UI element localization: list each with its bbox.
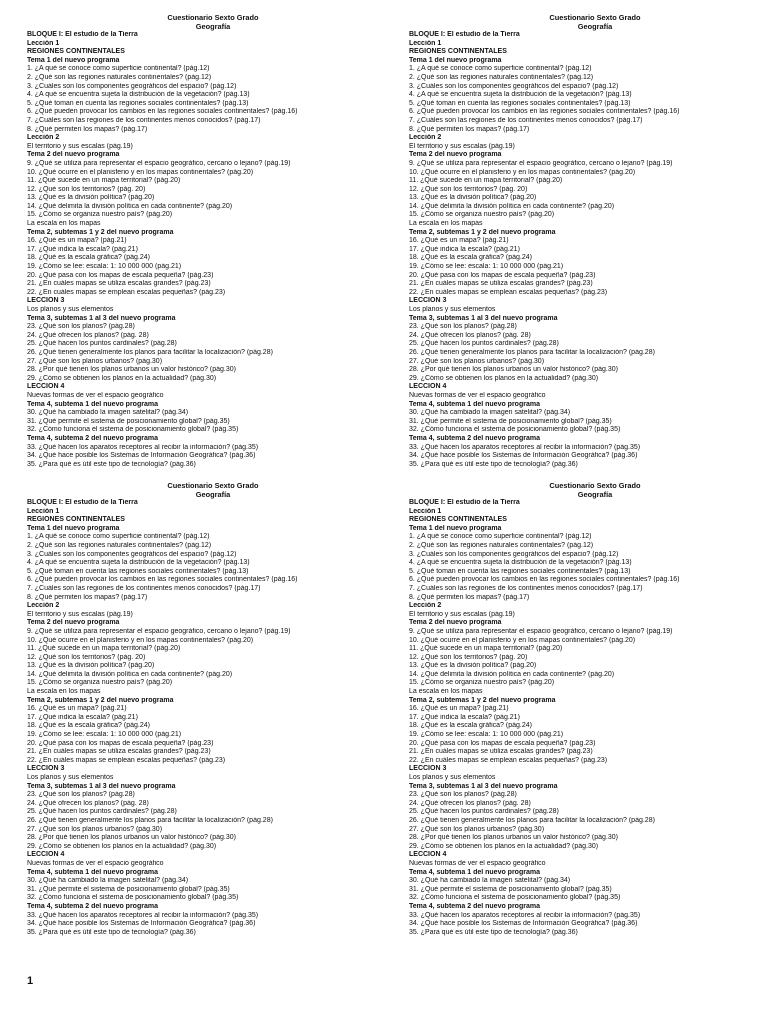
question-line: 15. ¿Cómo se organiza nuestro país? (pág.20)	[409, 211, 555, 219]
question-line: 19. ¿Cómo se lee: escala: 1: 10 000 000 (pág.21)	[27, 731, 182, 739]
question-line: 20. ¿Qué pasa con los mapas de escala pequeña? (pág.23)	[27, 739, 214, 747]
question-line: 35. ¿Para qué es útil este tipo de tecnología? (pág.36)	[409, 460, 578, 468]
question-line: 12. ¿Qué son los territorios? (pág. 20)	[27, 185, 146, 193]
section-heading: Lección 2	[409, 602, 442, 610]
question-line: 17. ¿Qué indica la escala? (pág.21)	[409, 245, 520, 253]
question-line: 6. ¿Qué pueden provocar los cambios en las regiones sociales continentales? (pág.16)	[27, 576, 298, 584]
question-line: 16. ¿Qué es un mapa? (pág.21)	[409, 705, 509, 713]
section-heading: Tema 1 del nuevo programa	[409, 56, 502, 64]
question-line: 2. ¿Qué son las regiones naturales continentales? (pág.12)	[409, 73, 594, 81]
question-line: 19. ¿Cómo se lee: escala: 1: 10 000 000 (pág.21)	[409, 731, 564, 739]
page-number: 1	[27, 975, 34, 987]
question-line: 8. ¿Qué permiten los mapas? (pág.17)	[409, 125, 530, 133]
question-line: 16. ¿Qué es un mapa? (pág.21)	[27, 237, 127, 245]
question-line: El territorio y sus escalas (pág.19)	[27, 610, 133, 618]
questionnaire-subject: Geografía	[577, 22, 613, 31]
question-line: 9. ¿Qué se utiliza para representar el espacio geográfico, cercano o lejano? (pág.19)	[409, 159, 673, 167]
question-line: 33. ¿Qué hacen los aparatos receptores al recibir la información? (pág.35)	[409, 911, 641, 919]
questionnaire-title: Cuestionario Sexto Grado	[167, 481, 259, 490]
question-line: 35. ¿Para qué es útil este tipo de tecnología? (pág.36)	[27, 928, 196, 936]
section-heading: Tema 3, subtemas 1 al 3 del nuevo programa	[27, 314, 176, 322]
section-heading: Tema 4, subtema 1 del nuevo programa	[409, 868, 540, 876]
question-line: 24. ¿Qué ofrecen los planos? (pág. 28)	[27, 331, 149, 339]
section-heading: Tema 4, subtema 2 del nuevo programa	[27, 902, 158, 910]
question-line: 5. ¿Qué toman en cuenta las regiones sociales continentales? (pág.13)	[409, 567, 631, 575]
section-heading: LECCIÓN 4	[409, 851, 447, 859]
section-heading: Tema 2 del nuevo programa	[27, 151, 120, 159]
question-line: 27. ¿Qué son los planos urbanos? (pág.30)	[27, 825, 163, 833]
questionnaire-body	[27, 499, 399, 937]
question-line: La escala en los mapas	[409, 688, 483, 696]
question-line: 33. ¿Qué hacen los aparatos receptores al recibir la información? (pág.35)	[409, 443, 641, 451]
question-line: 24. ¿Qué ofrecen los planos? (pág. 28)	[409, 331, 531, 339]
questionnaire-subject: Geografía	[577, 490, 613, 499]
question-line: 22. ¿En cuáles mapas se emplean escalas pequeñas? (pág.23)	[27, 756, 226, 764]
question-line: 4. ¿A qué se encuentra sujeta la distribución de la vegetación? (pág.13)	[27, 91, 250, 99]
question-line: 33. ¿Qué hacen los aparatos receptores al recibir la información? (pág.35)	[27, 443, 259, 451]
question-line: 20. ¿Qué pasa con los mapas de escala pequeña? (pág.23)	[27, 271, 214, 279]
section-heading: Tema 4, subtema 2 del nuevo programa	[27, 434, 158, 442]
question-line: 14. ¿Qué delimita la división política en cada continente? (pág.20)	[409, 202, 615, 210]
section-heading: REGIONES CONTINENTALES	[409, 48, 507, 56]
question-line: 22. ¿En cuáles mapas se emplean escalas pequeñas? (pág.23)	[409, 288, 608, 296]
section-heading: Tema 4, subtema 1 del nuevo programa	[409, 400, 540, 408]
question-line: 29. ¿Cómo se obtienen los planos en la actualidad? (pág.30)	[409, 374, 599, 382]
section-heading: Lección 2	[27, 602, 60, 610]
question-line: 34. ¿Qué hace posible los Sistemas de Información Geográfica? (pág.36)	[409, 920, 638, 928]
question-line: 11. ¿Qué sucede en un mapa territorial? (pág.20)	[409, 177, 563, 185]
question-line: El territorio y sus escalas (pág.19)	[409, 142, 515, 150]
questionnaire-title: Cuestionario Sexto Grado	[167, 13, 259, 22]
question-line: 27. ¿Qué son los planos urbanos? (pág.30)	[409, 825, 545, 833]
question-line: Nuevas formas de ver el espacio geográfico	[409, 859, 546, 867]
question-line: 25. ¿Qué hacen los puntos cardinales? (pág.28)	[27, 808, 177, 816]
question-line: 11. ¿Qué sucede en un mapa territorial? (pág.20)	[27, 177, 181, 185]
question-line: 34. ¿Qué hace posible los Sistemas de Información Geográfica? (pág.36)	[27, 452, 256, 460]
question-line: 25. ¿Qué hacen los puntos cardinales? (pág.28)	[409, 340, 559, 348]
question-line: 29. ¿Cómo se obtienen los planos en la actualidad? (pág.30)	[27, 842, 217, 850]
section-heading: LECCIÓN 3	[27, 297, 65, 305]
section-heading: LECCIÓN 3	[409, 297, 447, 305]
questionnaire-body	[409, 499, 768, 937]
section-heading: Tema 2, subtemas 1 y 2 del nuevo programa	[27, 696, 174, 704]
question-line: El territorio y sus escalas (pág.19)	[27, 142, 133, 150]
question-line: 3. ¿Cuáles son los componentes geográficos del espacio? (pág.12)	[27, 82, 237, 90]
question-line: 19. ¿Cómo se lee: escala: 1: 10 000 000 (pág.21)	[409, 263, 564, 271]
question-line: 3. ¿Cuáles son los componentes geográficos del espacio? (pág.12)	[27, 550, 237, 558]
question-line: 27. ¿Qué son los planos urbanos? (pág.30)	[409, 357, 545, 365]
section-heading: LECCIÓN 3	[27, 765, 65, 773]
question-line: 14. ¿Qué delimita la división política en cada continente? (pág.20)	[27, 202, 233, 210]
question-line: 23. ¿Qué son los planos? (pág.28)	[409, 791, 517, 799]
question-line: 6. ¿Qué pueden provocar los cambios en las regiones sociales continentales? (pág.16)	[27, 108, 298, 116]
question-line: 9. ¿Qué se utiliza para representar el espacio geográfico, cercano o lejano? (pág.19)	[27, 627, 291, 635]
question-line: 10. ¿Qué ocurre en el planisferio y en los mapas continentales? (pág.20)	[27, 636, 254, 644]
question-line: Nuevas formas de ver el espacio geográfico	[27, 859, 164, 867]
section-heading: Tema 1 del nuevo programa	[27, 56, 120, 64]
section-heading: Tema 4, subtema 1 del nuevo programa	[27, 400, 158, 408]
question-line: 7. ¿Cuáles son las regiones de los continentes menos conocidos? (pág.17)	[409, 584, 643, 592]
section-heading: Lección 1	[409, 507, 442, 515]
question-line: 11. ¿Qué sucede en un mapa territorial? (pág.20)	[27, 645, 181, 653]
questionnaire-title: Cuestionario Sexto Grado	[549, 481, 641, 490]
question-line: 31. ¿Qué permite el sistema de posicionamiento global? (pág.35)	[27, 885, 230, 893]
question-line: 3. ¿Cuáles son los componentes geográficos del espacio? (pág.12)	[409, 82, 619, 90]
section-heading: Tema 2, subtemas 1 y 2 del nuevo programa	[409, 228, 556, 236]
section-heading: Lección 2	[409, 134, 442, 142]
question-line: 8. ¿Qué permiten los mapas? (pág.17)	[27, 593, 148, 601]
question-line: 21. ¿En cuáles mapas se utiliza escalas grandes? (pág.23)	[27, 748, 211, 756]
section-heading: Tema 2 del nuevo programa	[409, 619, 502, 627]
question-line: 5. ¿Qué toman en cuenta las regiones sociales continentales? (pág.13)	[27, 567, 249, 575]
question-line: 15. ¿Cómo se organiza nuestro país? (pág.20)	[27, 211, 173, 219]
question-line: 14. ¿Qué delimita la división política en cada continente? (pág.20)	[27, 670, 233, 678]
question-line: 7. ¿Cuáles son las regiones de los continentes menos conocidos? (pág.17)	[409, 116, 643, 124]
question-line: Los planos y sus elementos	[27, 774, 114, 781]
question-line: 12. ¿Qué son los territorios? (pág. 20)	[27, 653, 146, 661]
section-heading: Lección 1	[27, 39, 60, 47]
question-line: 26. ¿Qué tienen generalmente los planos para facilitar la localización? (pág.28)	[27, 348, 273, 356]
questionnaire-copy-bottom-left	[27, 481, 399, 937]
questionnaire-subject: Geografía	[195, 22, 231, 31]
question-line: 8. ¿Qué permiten los mapas? (pág.17)	[27, 125, 148, 133]
question-line: 23. ¿Qué son los planos? (pág.28)	[27, 791, 135, 799]
question-line: 16. ¿Qué es un mapa? (pág.21)	[27, 705, 127, 713]
question-line: 15. ¿Cómo se organiza nuestro país? (pág.20)	[27, 679, 173, 687]
question-line: 4. ¿A qué se encuentra sujeta la distribución de la vegetación? (pág.13)	[27, 559, 250, 567]
question-line: 13. ¿Qué es la división política? (pág.20)	[27, 194, 155, 202]
question-line: 20. ¿Qué pasa con los mapas de escala pequeña? (pág.23)	[409, 271, 596, 279]
section-heading: Tema 3, subtemas 1 al 3 del nuevo programa	[409, 314, 558, 322]
section-heading: REGIONES CONTINENTALES	[27, 48, 125, 56]
question-line: 30. ¿Qué ha cambiado la imagen satelital? (pág.34)	[409, 409, 571, 417]
question-line: 19. ¿Cómo se lee: escala: 1: 10 000 000 (pág.21)	[27, 263, 182, 271]
question-line: 18. ¿Qué es la escala gráfica? (pág.24)	[409, 722, 532, 730]
question-line: 28. ¿Por qué tienen los planos urbanos un valor histórico? (pág.30)	[409, 834, 618, 842]
question-line: 20. ¿Qué pasa con los mapas de escala pequeña? (pág.23)	[409, 739, 596, 747]
question-line: 9. ¿Qué se utiliza para representar el espacio geográfico, cercano o lejano? (pág.19)	[27, 159, 291, 167]
section-heading: LECCIÓN 4	[27, 383, 65, 391]
question-line: 6. ¿Qué pueden provocar los cambios en las regiones sociales continentales? (pág.16)	[409, 108, 680, 116]
question-line: Los planos y sus elementos	[409, 306, 496, 313]
question-line: 16. ¿Qué es un mapa? (pág.21)	[409, 237, 509, 245]
question-line: 27. ¿Qué son los planos urbanos? (pág.30)	[27, 357, 163, 365]
questionnaire-title: Cuestionario Sexto Grado	[549, 13, 641, 22]
section-heading: Tema 3, subtemas 1 al 3 del nuevo programa	[27, 782, 176, 790]
question-line: 35. ¿Para qué es útil este tipo de tecnología? (pág.36)	[27, 460, 196, 468]
questionnaire-body	[27, 31, 399, 469]
question-line: 17. ¿Qué indica la escala? (pág.21)	[409, 713, 520, 721]
question-line: La escala en los mapas	[27, 688, 101, 696]
question-line: 31. ¿Qué permite el sistema de posicionamiento global? (pág.35)	[409, 885, 612, 893]
question-line: 29. ¿Cómo se obtienen los planos en la actualidad? (pág.30)	[27, 374, 217, 382]
section-heading: BLOQUE I: El estudio de la Tierra	[409, 499, 520, 506]
question-line: 33. ¿Qué hacen los aparatos receptores al recibir la información? (pág.35)	[27, 911, 259, 919]
question-line: 10. ¿Qué ocurre en el planisferio y en los mapas continentales? (pág.20)	[409, 636, 636, 644]
section-heading: Tema 4, subtema 2 del nuevo programa	[409, 434, 540, 442]
question-line: 18. ¿Qué es la escala gráfica? (pág.24)	[409, 254, 532, 262]
question-line: 2. ¿Qué son las regiones naturales continentales? (pág.12)	[27, 541, 212, 549]
question-line: 13. ¿Qué es la división política? (pág.20)	[409, 194, 537, 202]
question-line: La escala en los mapas	[27, 220, 101, 228]
question-line: 35. ¿Para qué es útil este tipo de tecnología? (pág.36)	[409, 928, 578, 936]
question-line: 1. ¿A qué se conoce como superficie continental? (pág.12)	[27, 533, 210, 541]
section-heading: LECCIÓN 3	[409, 765, 447, 773]
question-line: 4. ¿A qué se encuentra sujeta la distribución de la vegetación? (pág.13)	[409, 91, 632, 99]
question-line: 30. ¿Qué ha cambiado la imagen satelital? (pág.34)	[27, 877, 189, 885]
question-line: 18. ¿Qué es la escala gráfica? (pág.24)	[27, 254, 150, 262]
question-line: 17. ¿Qué indica la escala? (pág.21)	[27, 245, 138, 253]
section-heading: Tema 1 del nuevo programa	[27, 524, 120, 532]
question-line: 30. ¿Qué ha cambiado la imagen satelital? (pág.34)	[27, 409, 189, 417]
section-heading: Lección 2	[27, 134, 60, 142]
question-line: 34. ¿Qué hace posible los Sistemas de Información Geográfica? (pág.36)	[409, 452, 638, 460]
question-line: 21. ¿En cuáles mapas se utiliza escalas grandes? (pág.23)	[409, 748, 593, 756]
question-line: 28. ¿Por qué tienen los planos urbanos un valor histórico? (pág.30)	[409, 366, 618, 374]
section-heading: BLOQUE I: El estudio de la Tierra	[27, 31, 138, 38]
question-line: 28. ¿Por qué tienen los planos urbanos un valor histórico? (pág.30)	[27, 834, 236, 842]
question-line: 32. ¿Cómo funciona el sistema de posicionamiento global? (pág.35)	[27, 426, 239, 434]
question-line: 28. ¿Por qué tienen los planos urbanos un valor histórico? (pág.30)	[27, 366, 236, 374]
question-line: 29. ¿Cómo se obtienen los planos en la actualidad? (pág.30)	[409, 842, 599, 850]
section-heading: Lección 1	[27, 507, 60, 515]
question-line: 25. ¿Qué hacen los puntos cardinales? (pág.28)	[409, 808, 559, 816]
question-line: 26. ¿Qué tienen generalmente los planos para facilitar la localización? (pág.28)	[27, 816, 273, 824]
question-line: 34. ¿Qué hace posible los Sistemas de Información Geográfica? (pág.36)	[27, 920, 256, 928]
question-line: 1. ¿A qué se conoce como superficie continental? (pág.12)	[409, 65, 592, 73]
section-heading: Tema 2 del nuevo programa	[27, 619, 120, 627]
question-line: 13. ¿Qué es la división política? (pág.20)	[409, 662, 537, 670]
questionnaire-copy-top-left	[27, 13, 399, 469]
question-line: 1. ¿A qué se conoce como superficie continental? (pág.12)	[27, 65, 210, 73]
question-line: Nuevas formas de ver el espacio geográfico	[27, 391, 164, 399]
question-line: 11. ¿Qué sucede en un mapa territorial? (pág.20)	[409, 645, 563, 653]
question-line: 10. ¿Qué ocurre en el planisferio y en los mapas continentales? (pág.20)	[409, 168, 636, 176]
question-line: 7. ¿Cuáles son las regiones de los continentes menos conocidos? (pág.17)	[27, 584, 261, 592]
question-line: 2. ¿Qué son las regiones naturales continentales? (pág.12)	[27, 73, 212, 81]
question-line: 14. ¿Qué delimita la división política en cada continente? (pág.20)	[409, 670, 615, 678]
question-line: 1. ¿A qué se conoce como superficie continental? (pág.12)	[409, 533, 592, 541]
question-line: 31. ¿Qué permite el sistema de posicionamiento global? (pág.35)	[27, 417, 230, 425]
question-line: 3. ¿Cuáles son los componentes geográficos del espacio? (pág.12)	[409, 550, 619, 558]
section-heading: Tema 2, subtemas 1 y 2 del nuevo programa	[27, 228, 174, 236]
section-heading: Tema 2, subtemas 1 y 2 del nuevo programa	[409, 696, 556, 704]
questionnaire-subject: Geografía	[195, 490, 231, 499]
question-line: 7. ¿Cuáles son las regiones de los continentes menos conocidos? (pág.17)	[27, 116, 261, 124]
section-heading: Tema 3, subtemas 1 al 3 del nuevo programa	[409, 782, 558, 790]
question-line: 12. ¿Qué son los territorios? (pág. 20)	[409, 653, 528, 661]
question-line: 23. ¿Qué son los planos? (pág.28)	[409, 323, 517, 331]
section-heading: Tema 1 del nuevo programa	[409, 524, 502, 532]
question-line: 32. ¿Cómo funciona el sistema de posicionamiento global? (pág.35)	[409, 894, 621, 902]
question-line: 32. ¿Cómo funciona el sistema de posicionamiento global? (pág.35)	[409, 426, 621, 434]
question-line: 8. ¿Qué permiten los mapas? (pág.17)	[409, 593, 530, 601]
question-line: La escala en los mapas	[409, 220, 483, 228]
question-line: 5. ¿Qué toman en cuenta las regiones sociales continentales? (pág.13)	[409, 99, 631, 107]
question-line: 18. ¿Qué es la escala gráfica? (pág.24)	[27, 722, 150, 730]
question-line: 21. ¿En cuáles mapas se utiliza escalas grandes? (pág.23)	[27, 280, 211, 288]
question-line: 23. ¿Qué son los planos? (pág.28)	[27, 323, 135, 331]
question-line: 10. ¿Qué ocurre en el planisferio y en los mapas continentales? (pág.20)	[27, 168, 254, 176]
question-line: 15. ¿Cómo se organiza nuestro país? (pág.20)	[409, 679, 555, 687]
section-heading: Tema 2 del nuevo programa	[409, 151, 502, 159]
question-line: 22. ¿En cuáles mapas se emplean escalas pequeñas? (pág.23)	[409, 756, 608, 764]
question-line: 12. ¿Qué son los territorios? (pág. 20)	[409, 185, 528, 193]
question-line: 17. ¿Qué indica la escala? (pág.21)	[27, 713, 138, 721]
question-line: 6. ¿Qué pueden provocar los cambios en las regiones sociales continentales? (pág.16)	[409, 576, 680, 584]
section-heading: Tema 4, subtema 2 del nuevo programa	[409, 902, 540, 910]
question-line: 30. ¿Qué ha cambiado la imagen satelital? (pág.34)	[409, 877, 571, 885]
question-line: 26. ¿Qué tienen generalmente los planos para facilitar la localización? (pág.28)	[409, 348, 655, 356]
question-line: 9. ¿Qué se utiliza para representar el espacio geográfico, cercano o lejano? (pág.19)	[409, 627, 673, 635]
section-heading: Lección 1	[409, 39, 442, 47]
section-heading: LECCIÓN 4	[27, 851, 65, 859]
question-line: 13. ¿Qué es la división política? (pág.20)	[27, 662, 155, 670]
question-line: 21. ¿En cuáles mapas se utiliza escalas grandes? (pág.23)	[409, 280, 593, 288]
question-line: El territorio y sus escalas (pág.19)	[409, 610, 515, 618]
questionnaire-body	[409, 31, 768, 469]
questionnaire-copy-top-right	[409, 13, 768, 469]
question-line: 22. ¿En cuáles mapas se emplean escalas pequeñas? (pág.23)	[27, 288, 226, 296]
question-line: 32. ¿Cómo funciona el sistema de posicionamiento global? (pág.35)	[27, 894, 239, 902]
section-heading: Tema 4, subtema 1 del nuevo programa	[27, 868, 158, 876]
questionnaire-copy-bottom-right	[409, 481, 768, 937]
section-heading: BLOQUE I: El estudio de la Tierra	[27, 499, 138, 506]
question-line: 24. ¿Qué ofrecen los planos? (pág. 28)	[27, 799, 149, 807]
question-line: 24. ¿Qué ofrecen los planos? (pág. 28)	[409, 799, 531, 807]
question-line: Los planos y sus elementos	[409, 774, 496, 781]
question-line: 31. ¿Qué permite el sistema de posicionamiento global? (pág.35)	[409, 417, 612, 425]
question-line: Nuevas formas de ver el espacio geográfico	[409, 391, 546, 399]
section-heading: REGIONES CONTINENTALES	[409, 516, 507, 524]
question-line: 5. ¿Qué toman en cuenta las regiones sociales continentales? (pág.13)	[27, 99, 249, 107]
section-heading: LECCIÓN 4	[409, 383, 447, 391]
question-line: 26. ¿Qué tienen generalmente los planos para facilitar la localización? (pág.28)	[409, 816, 655, 824]
question-line: Los planos y sus elementos	[27, 306, 114, 313]
question-line: 25. ¿Qué hacen los puntos cardinales? (pág.28)	[27, 340, 177, 348]
question-line: 4. ¿A qué se encuentra sujeta la distribución de la vegetación? (pág.13)	[409, 559, 632, 567]
section-heading: REGIONES CONTINENTALES	[27, 516, 125, 524]
section-heading: BLOQUE I: El estudio de la Tierra	[409, 31, 520, 38]
question-line: 2. ¿Qué son las regiones naturales continentales? (pág.12)	[409, 541, 594, 549]
